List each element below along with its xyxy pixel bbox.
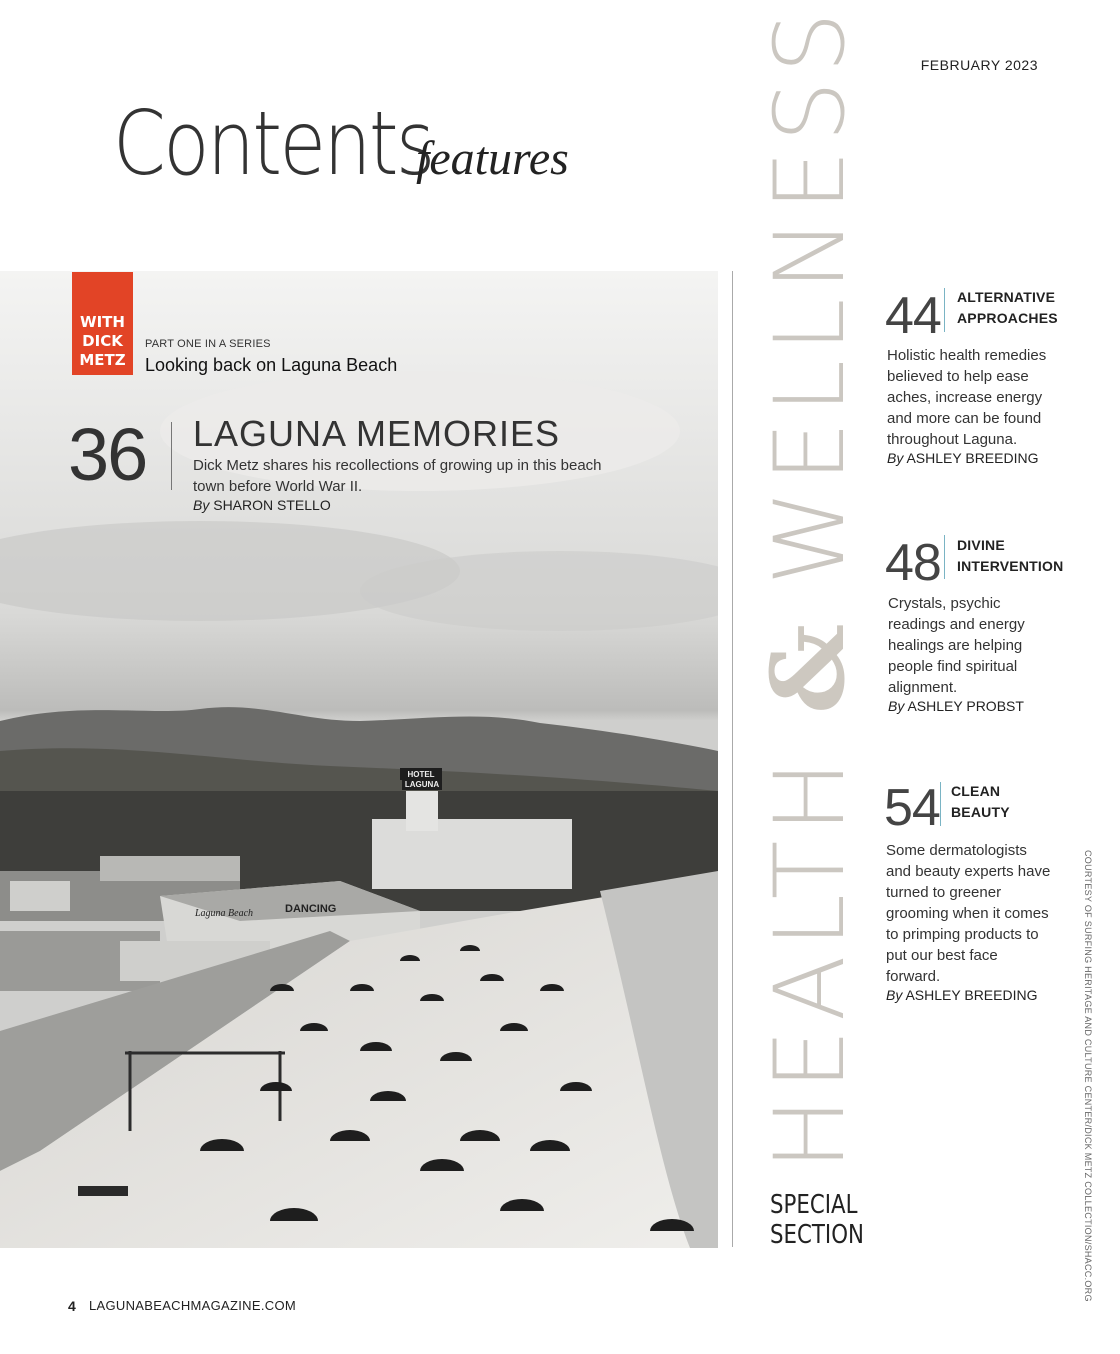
vertical-title-wellness: WELLNESS	[754, 4, 866, 624]
entry-headline[interactable]	[957, 287, 1058, 329]
hall-sign-dancing: DANCING	[285, 903, 337, 915]
feature-headline[interactable]: LAGUNA MEMORIES	[193, 413, 561, 454]
series-title: Looking back on Laguna Beach	[145, 355, 398, 375]
feature-page-number[interactable]: 36	[68, 413, 147, 496]
byline-author: ASHLEY PROBST	[907, 698, 1024, 714]
entry-headline-line2: APPROACHES	[957, 310, 1058, 326]
page-subtitle: features	[416, 132, 569, 185]
badge-line-1: WITH	[80, 313, 125, 331]
photo-credit: COURTESY OF SURFING HERITAGE AND CULTURE CENTER/DICK METZ COLLECTION/SHACC.ORG	[1083, 850, 1093, 1302]
byline-author: ASHLEY BREEDING	[905, 987, 1038, 1003]
special-section-label	[770, 1190, 864, 1250]
entry-byline	[888, 698, 1024, 714]
special-label-line2: SECTION	[770, 1220, 864, 1250]
entry-byline	[886, 987, 1037, 1003]
entry-headline-line1: ALTERNATIVE	[957, 289, 1056, 305]
vertical-title-health: HEALTH	[754, 713, 866, 1170]
byline-author: ASHLEY BREEDING	[906, 450, 1039, 466]
page-title: Contents	[113, 92, 433, 195]
footer-page-number: 4	[68, 1298, 76, 1314]
series-kicker: PART ONE IN A SERIES	[145, 338, 271, 350]
byline-by: By	[888, 698, 905, 714]
entry-divider	[944, 535, 945, 579]
byline-author: SHARON STELLO	[213, 497, 331, 513]
hall-sign-name: Laguna Beach	[195, 908, 254, 919]
series-badge	[72, 272, 133, 375]
hotel-sign-hotel: HOTEL	[407, 770, 435, 779]
badge-line-2: DICK	[82, 332, 123, 350]
entry-page-number[interactable]: 54	[884, 779, 940, 837]
feature-divider	[171, 422, 172, 490]
byline-by: By	[887, 450, 904, 466]
feature-description: Dick Metz shares his recollections of growing up in this beach town before World War II.	[193, 457, 602, 495]
entry-description: Some dermatologists and beauty experts have turned to greener grooming when it comes to primping products to put our best face forward.	[886, 842, 1051, 985]
byline-by: By	[886, 987, 903, 1003]
entry-headline-line2: BEAUTY	[951, 804, 1010, 820]
footer-website-link[interactable]: LAGUNABEACHMAGAZINE.COM	[89, 1298, 296, 1313]
entry-page-number[interactable]: 44	[885, 287, 941, 345]
entry-headline-line2: INTERVENTION	[957, 558, 1064, 574]
entry-headline-line1: DIVINE	[957, 537, 1005, 553]
entry-description: Holistic health remedies believed to help ease aches, increase energy and more can be found throughout Laguna.	[887, 347, 1047, 448]
feature-byline	[193, 497, 331, 513]
entry-headline-line1: CLEAN	[951, 783, 1001, 799]
entry-divider	[940, 782, 941, 826]
issue-date: FEBRUARY 2023	[920, 57, 1038, 73]
badge-line-3: METZ	[79, 351, 126, 369]
entry-divider	[944, 288, 945, 332]
special-label-line1: SPECIAL	[770, 1190, 858, 1220]
byline-by: By	[193, 497, 210, 513]
column-divider	[732, 271, 733, 1247]
entry-headline[interactable]	[951, 781, 1010, 823]
hotel-sign-laguna: LAGUNA	[404, 780, 440, 789]
entry-byline	[887, 450, 1038, 466]
entry-headline[interactable]	[957, 535, 1063, 577]
entry-page-number[interactable]: 48	[885, 534, 941, 592]
section-vertical-title	[749, 4, 867, 1170]
ampersand-glyph: &	[749, 623, 867, 714]
entry-description: Crystals, psychic readings and energy healings are helping people find spiritual alignment.	[888, 595, 1025, 696]
